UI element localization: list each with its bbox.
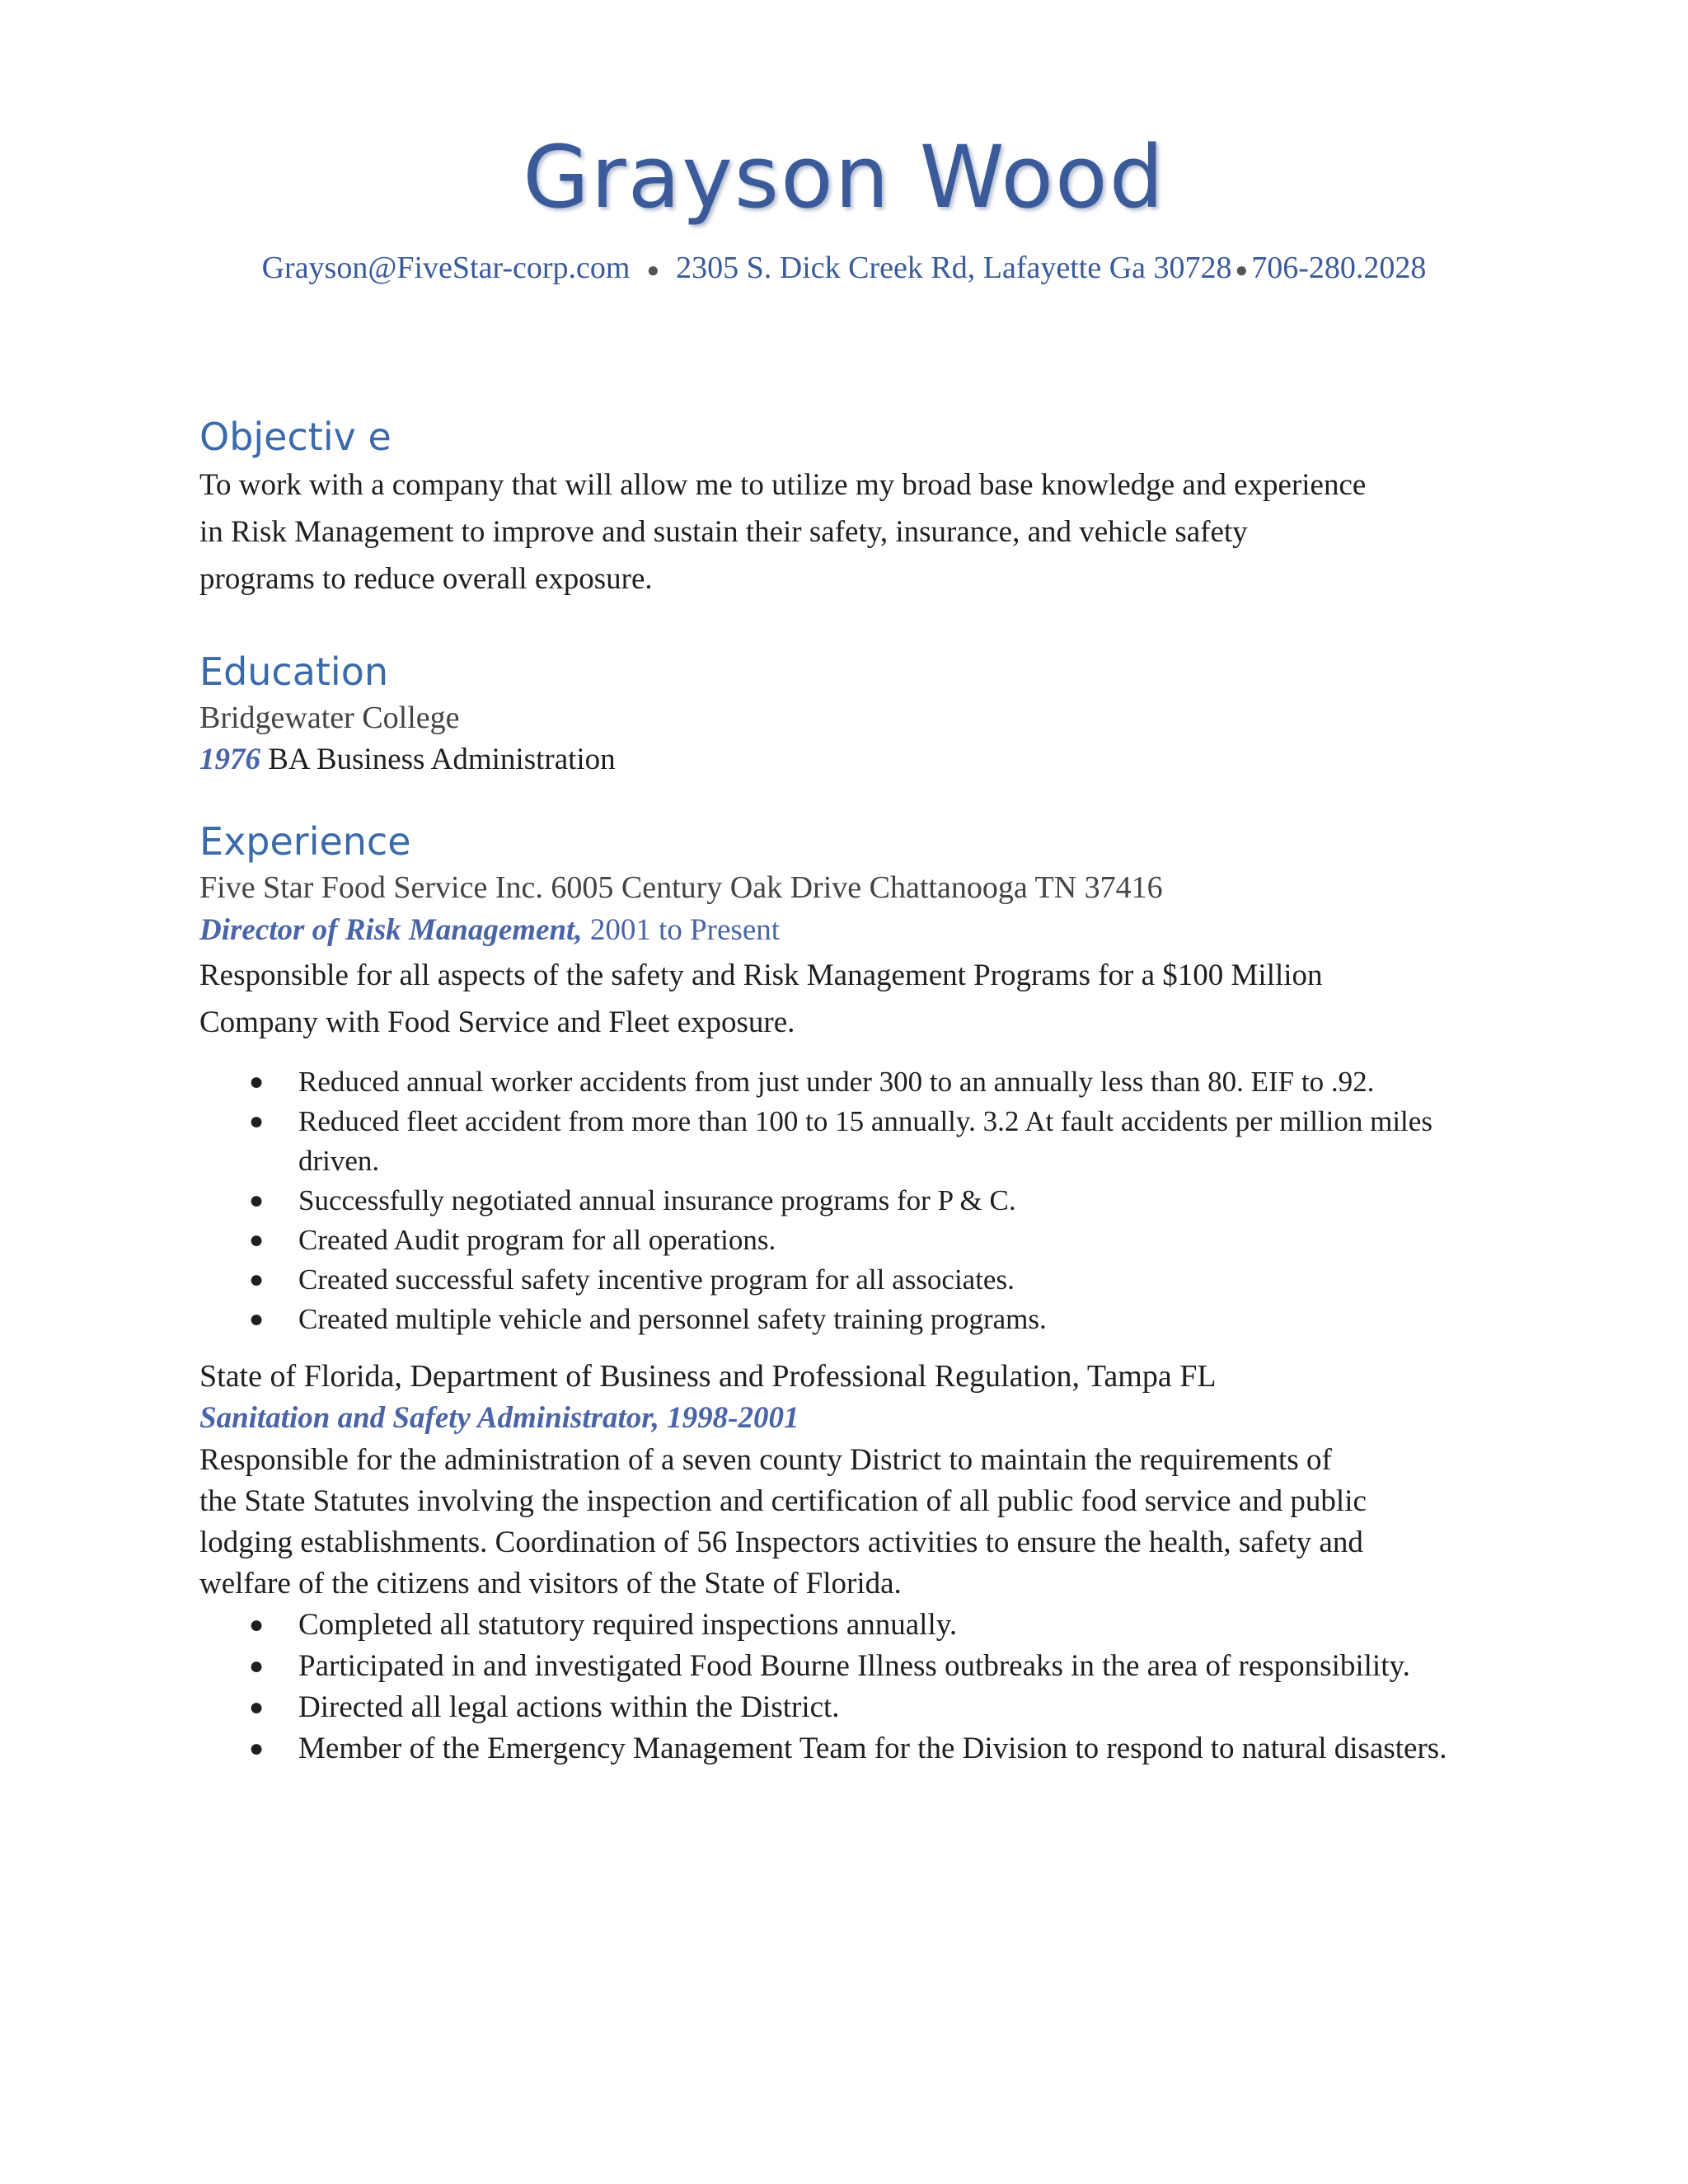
bullet-icon: ● [249, 1226, 265, 1254]
job-title: Director of Risk Management, [199, 913, 583, 947]
degree: BA Business Administration [268, 743, 616, 776]
role-line [199, 909, 1502, 952]
section-title-experience: Experience [199, 819, 411, 864]
job-title: Sanitation and Safety Administrator, 1998-2001 [199, 1401, 799, 1435]
separator-dot: ● [646, 258, 660, 283]
objective-line: in Risk Management to improve and sustain their safety, insurance, and vehicle safety [199, 515, 1248, 549]
employer: State of Florida, Department of Business and Professional Regulation, Tampa FL [199, 1359, 1217, 1394]
contact-line [0, 246, 1688, 293]
list-item: ● Member of the Emergency Management Team for the Division to respond to natural disasters. [199, 1728, 1502, 1769]
section-title-objective: Objectiv e [199, 415, 392, 459]
degree-line [199, 739, 1502, 780]
employer: Five Star Food Service Inc. 6005 Century Oak Drive Chattanooga TN 37416 [199, 870, 1163, 905]
list-item: ● Participated in and investigated Food Bourne Illness outbreaks in the area of responsibility. [199, 1646, 1502, 1687]
bullet-icon: ● [249, 1108, 265, 1135]
bullet-icon: ● [249, 1305, 265, 1333]
separator-dot: ● [1235, 258, 1249, 283]
bullet-icon: ● [249, 1694, 265, 1721]
list-item: ● Reduced annual worker accidents from just under 300 to an annually less than 80. EIF to .92. [199, 1062, 1502, 1102]
list-item: ● Successfully negotiated annual insurance programs for P & C. [199, 1181, 1502, 1221]
bullet-icon: ● [249, 1187, 265, 1214]
list-item: ● Reduced fleet accident from more than 100 to 15 annually. 3.2 At fault accidents per million miles driven. [199, 1102, 1502, 1181]
role-line [199, 1397, 1502, 1440]
school-name: Bridgewater College [199, 701, 460, 735]
bullet-icon: ● [249, 1735, 265, 1762]
bullet-icon: ● [249, 1652, 265, 1680]
job-description: Company with Food Service and Fleet exposure. [199, 1005, 795, 1039]
objective-line: programs to reduce overall exposure. [199, 562, 653, 596]
job-entry [199, 1356, 1502, 1769]
email: Grayson@FiveStar-corp.com [261, 251, 631, 285]
list-item: ● Created successful safety incentive program for all associates. [199, 1260, 1502, 1300]
bullet-icon: ● [249, 1266, 265, 1293]
list-item: ● Directed all legal actions within the District. [199, 1687, 1502, 1728]
objective-line: To work with a company that will allow me to utilize my broad base knowledge and experience [199, 468, 1367, 502]
graduation-year: 1976 [199, 743, 260, 776]
job-description: lodging establishments. Coordination of 56 Inspectors activities to ensure the health, safety and [199, 1526, 1363, 1559]
job-description: welfare of the citizens and visitors of the State of Florida. [199, 1567, 902, 1601]
bullet-icon: ● [249, 1611, 265, 1638]
phone: 706-280.2028 [1251, 251, 1427, 285]
list-item: ● Created Audit program for all operations. [199, 1221, 1502, 1260]
candidate-name: Grayson Wood [523, 127, 1165, 227]
job-description: the State Statutes involving the inspection and certification of all public food service and public [199, 1484, 1367, 1518]
job-description: Responsible for all aspects of the safety and Risk Management Programs for a $100 Million [199, 958, 1323, 992]
bullet-icon: ● [249, 1068, 265, 1095]
job-dates: 2001 to Present [589, 913, 781, 947]
achievement-list [199, 1605, 1502, 1769]
job-description: Responsible for the administration of a seven county District to maintain the requirements of [199, 1443, 1332, 1477]
achievement-list [199, 1062, 1502, 1339]
resume-body [199, 412, 1502, 1769]
section-title-education: Education [199, 649, 389, 694]
list-item: ● Created multiple vehicle and personnel safety training programs. [199, 1300, 1502, 1339]
address: 2305 S. Dick Creek Rd, Lafayette Ga 30728 [676, 251, 1232, 285]
list-item: ● Completed all statutory required inspections annually. [199, 1605, 1502, 1646]
job-entry [199, 866, 1502, 1339]
